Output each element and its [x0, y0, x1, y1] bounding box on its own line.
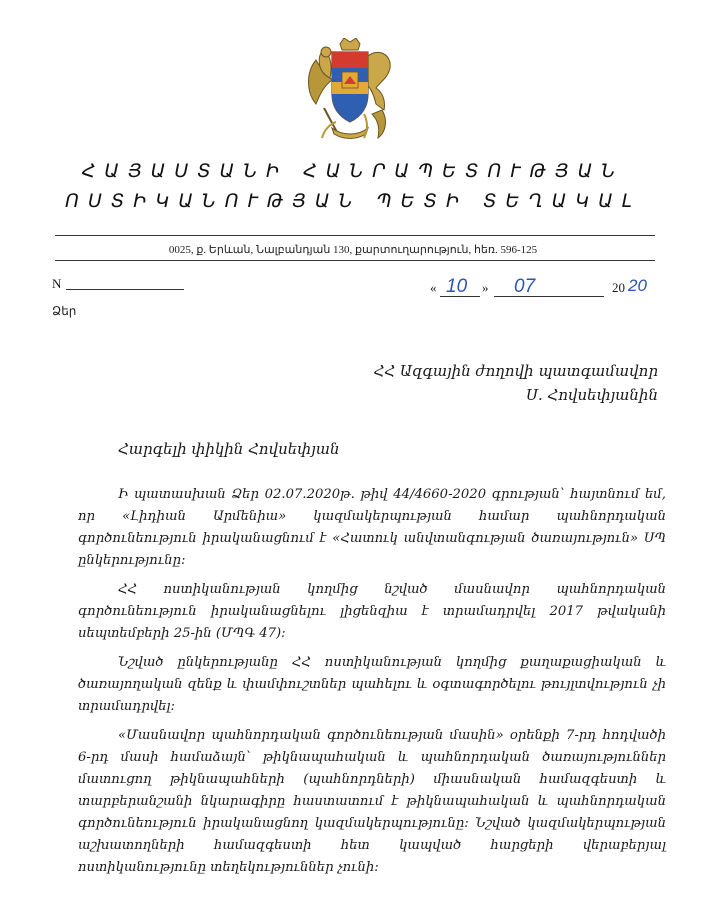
- header-top-rule: [55, 235, 655, 236]
- date-close-quote: »: [482, 280, 489, 295]
- header-bottom-rule: [55, 260, 655, 261]
- body-paragraph: Նշված ընկերությանը ՀՀ ոստիկանության կողմից քաղաքացիական և ծառայողական զենք և փամփուշտներ պահելու և օգտագործելու թույլտվություն չի տրամադրվել:: [78, 655, 666, 714]
- addressee-position: ՀՀ Ազգային ժողովի պատգամավոր: [373, 362, 658, 380]
- date-year-prefix: 20: [612, 280, 625, 295]
- date-month-handwritten: 07: [514, 276, 536, 297]
- body-paragraph: ՀՀ ոստիկանության կողմից նշված մասնավոր պահնորդական գործունեություն իրականացնելու լիցենզիա է տրամադրվել 2017 թվականի սեպտեմբերի 25-ին (ՄՊԳ 47):: [78, 582, 666, 641]
- date-year-handwritten: 20: [628, 276, 647, 295]
- salutation: Հարգելի փիկին Հովսեփյան: [118, 440, 340, 458]
- date-month-line: [494, 296, 604, 297]
- date-day-handwritten: 10: [446, 276, 468, 297]
- body-paragraph: Ի պատասխան Ձեր 02.07.2020թ. թիվ 44/4660-2020 գրության՝ հայտնում եմ, որ «Լիդիան Արմենիա» կազմակերպության համար պահնորդական գործունեություն իրականացնում է «Հատուկ անվտանգության ծառայություն» ՍՊ ընկերությունը:: [78, 487, 666, 568]
- institution-address: 0025, ք. Երևան, Նալբանդյան 130, քարտուղարություն, հեռ. 596-125: [168, 244, 538, 256]
- institution-title-line2: ՈՍՏԻԿԱՆՈՒԹՅԱՆ ՊԵՏԻ ՏԵՂԱԿԱԼ: [65, 190, 641, 212]
- addressee-name: Ս. Հովսեփյանին: [526, 386, 658, 404]
- date-day-line: [440, 296, 480, 297]
- your-reference-label: Ձեր: [52, 304, 77, 318]
- institution-title-line1: ՀԱՅԱՍՏԱՆԻ ՀԱՆՐԱՊԵՏՈՒԹՅԱՆ: [81, 160, 625, 182]
- date-open-quote: «: [430, 280, 437, 295]
- coat-of-arms-of-armenia-icon: [302, 38, 398, 146]
- outgoing-number-label: N: [52, 276, 62, 291]
- body-paragraph: «Մասնավոր պահնորդական գործունեության մասին» օրենքի 7-րդ հոդվածի 6-րդ մասի համաձայն՝ թիկնապահական և պահնորդական ծառայություններ մատուցող թիկնապահների (պահնորդների) միասնական համազգեստի և տարբերանշանի նկարագիրը հաստատում է թիկնապահական և պահնորդական գործունեություն իրականացնող կազմակերպությունը: Նշված կազմակերպության աշխատողների համազգեստի հետ կապված հարցերի վերաբերյալ ոստիկանությունը տեղեկություններ չունի:: [78, 728, 666, 875]
- outgoing-number-line: [66, 289, 184, 290]
- letter-body: [78, 484, 666, 886]
